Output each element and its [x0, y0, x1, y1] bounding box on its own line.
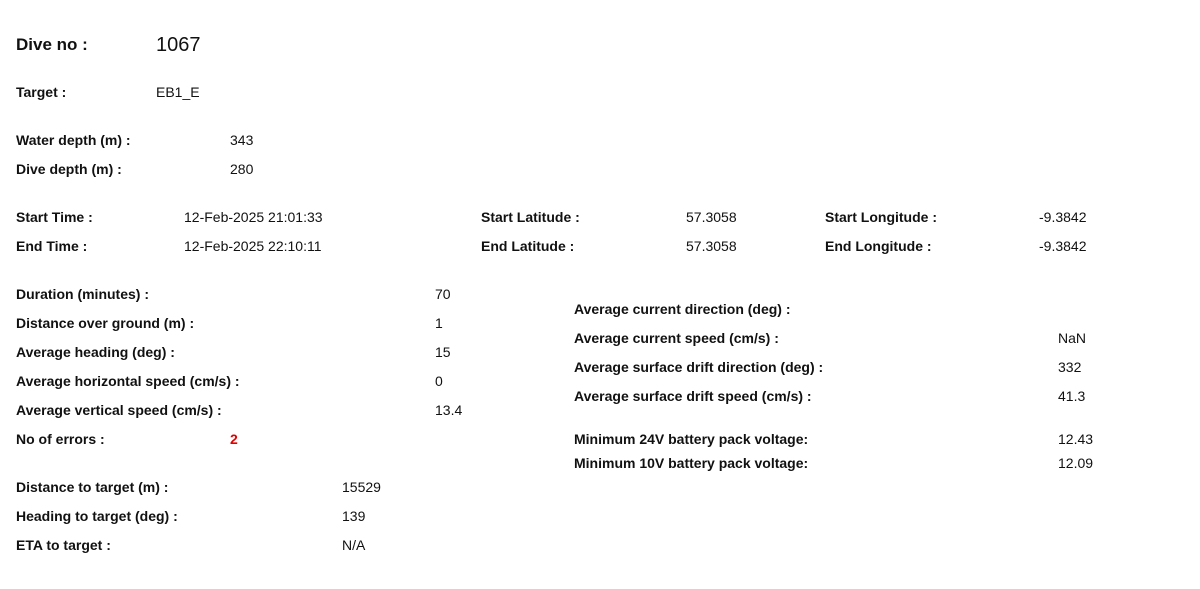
- dive-number-value: 1067: [156, 34, 201, 56]
- start-latitude-label: Start Latitude :: [481, 209, 580, 225]
- average-horizontal-speed-value: 0: [435, 373, 443, 389]
- start-time-value: 12-Feb-2025 21:01:33: [184, 209, 323, 225]
- avg-surface-drift-direction-label: Average surface drift direction (deg) :: [574, 359, 824, 375]
- start-time-label: Start Time :: [16, 209, 93, 225]
- min-24v-battery-label: Minimum 24V battery pack voltage:: [574, 431, 809, 447]
- dive-depth-label: Dive depth (m) :: [16, 161, 122, 177]
- average-vertical-speed-value: 13.4: [435, 402, 463, 418]
- avg-current-speed-label: Average current speed (cm/s) :: [574, 330, 779, 346]
- distance-over-ground-label: Distance over ground (m) :: [16, 315, 195, 331]
- end-time-value: 12-Feb-2025 22:10:11: [184, 238, 322, 254]
- start-latitude-value: 57.3058: [686, 209, 737, 225]
- end-latitude-label: End Latitude :: [481, 238, 575, 254]
- heading-to-target-value: 139: [342, 508, 366, 524]
- eta-to-target-label: ETA to target :: [16, 537, 111, 553]
- avg-current-speed-value: NaN: [1058, 330, 1087, 346]
- average-heading-label: Average heading (deg) :: [16, 344, 175, 360]
- errors-label: No of errors :: [16, 431, 105, 447]
- distance-to-target-value: 15529: [342, 479, 381, 495]
- duration-label: Duration (minutes) :: [16, 286, 149, 302]
- water-depth-label: Water depth (m) :: [16, 132, 131, 148]
- avg-surface-drift-direction-value: 332: [1058, 359, 1082, 375]
- end-longitude-label: End Longitude :: [825, 238, 932, 254]
- average-vertical-speed-label: Average vertical speed (cm/s) :: [16, 402, 222, 418]
- target-label: Target :: [16, 84, 67, 100]
- heading-to-target-label: Heading to target (deg) :: [16, 508, 178, 524]
- avg-surface-drift-speed-label: Average surface drift speed (cm/s) :: [574, 388, 812, 404]
- start-longitude-value: -9.3842: [1039, 209, 1087, 225]
- end-latitude-value: 57.3058: [686, 238, 737, 254]
- errors-count: 2: [230, 431, 238, 447]
- start-longitude-label: Start Longitude :: [825, 209, 937, 225]
- dive-number-label: Dive no :: [16, 35, 88, 54]
- distance-over-ground-value: 1: [435, 315, 443, 331]
- average-horizontal-speed-label: Average horizontal speed (cm/s) :: [16, 373, 240, 389]
- target-value: EB1_E: [156, 84, 200, 100]
- avg-current-direction-label: Average current direction (deg) :: [574, 301, 791, 317]
- average-heading-value: 15: [435, 344, 451, 360]
- distance-to-target-label: Distance to target (m) :: [16, 479, 169, 495]
- min-10v-battery-value: 12.09: [1058, 455, 1094, 471]
- dive-depth-value: 280: [230, 161, 254, 177]
- eta-to-target-value: N/A: [342, 537, 366, 553]
- end-longitude-value: -9.3842: [1039, 238, 1087, 254]
- end-time-label: End Time :: [16, 238, 88, 254]
- water-depth-value: 343: [230, 132, 254, 148]
- min-10v-battery-label: Minimum 10V battery pack voltage:: [574, 455, 809, 471]
- duration-value: 70: [435, 286, 451, 302]
- avg-surface-drift-speed-value: 41.3: [1058, 388, 1086, 404]
- min-24v-battery-value: 12.43: [1058, 431, 1094, 447]
